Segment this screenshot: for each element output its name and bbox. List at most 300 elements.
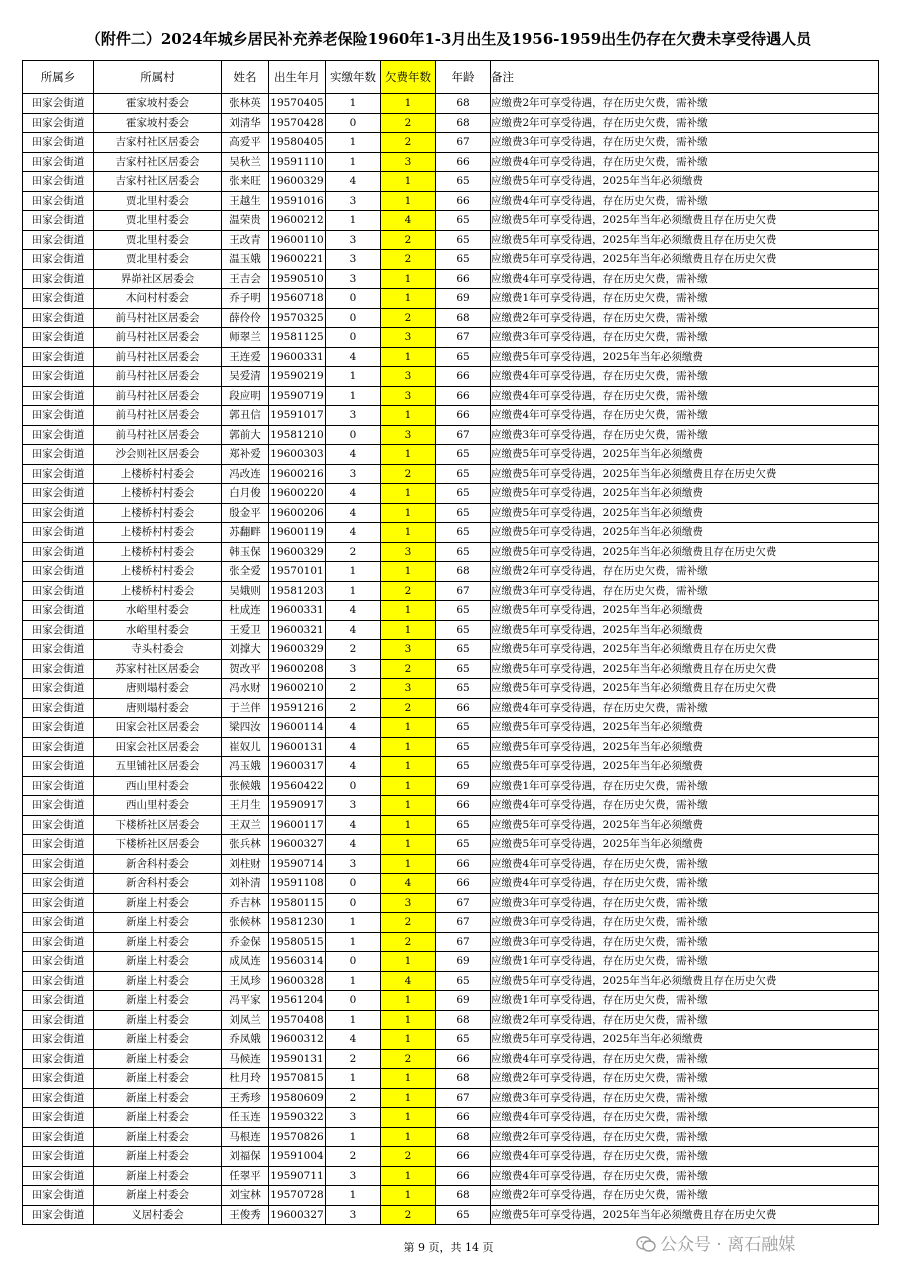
remarks-cell: 应缴费5年可享受待遇，2025年当年必须缴费且存在历史欠费: [491, 250, 879, 270]
header-name: 姓名: [222, 61, 269, 94]
remarks-cell: 应缴费3年可享受待遇，存在历史欠费，需补缴: [491, 1088, 879, 1108]
table-row: [23, 386, 879, 406]
township-cell: 田家会街道: [23, 250, 94, 270]
birth-date-cell: 19560422: [269, 776, 326, 796]
birth-date-cell: 19600331: [269, 347, 326, 367]
age-cell: 67: [436, 893, 491, 913]
table-row: [23, 796, 879, 816]
age-cell: 65: [436, 815, 491, 835]
remarks-cell: 应缴费4年可享受待遇，存在历史欠费，需补缴: [491, 874, 879, 894]
birth-date-cell: 19580609: [269, 1088, 326, 1108]
village-cell: 木问村村委会: [94, 289, 222, 309]
document-title: （附件二）2024年城乡居民补充养老保险1960年1-3月出生及1956-1959出生仍存在欠费未享受待遇人员: [85, 30, 812, 48]
watermark: [636, 1232, 886, 1258]
paid-years-cell: 0: [326, 991, 381, 1011]
name-cell: 崔奴儿: [222, 737, 269, 757]
birth-date-cell: 19600331: [269, 601, 326, 621]
arrears-years-cell: 1: [381, 718, 436, 738]
birth-date-cell: 19600327: [269, 835, 326, 855]
birth-date-cell: 19590711: [269, 1166, 326, 1186]
name-cell: 冯玉娥: [222, 757, 269, 777]
arrears-years-cell: 1: [381, 289, 436, 309]
arrears-years-cell: 2: [381, 464, 436, 484]
township-cell: 田家会街道: [23, 1108, 94, 1128]
village-cell: 新崖上村委会: [94, 991, 222, 1011]
name-cell: 梁四汝: [222, 718, 269, 738]
arrears-years-cell: 3: [381, 640, 436, 660]
arrears-years-cell: 1: [381, 347, 436, 367]
age-cell: 67: [436, 328, 491, 348]
township-cell: 田家会街道: [23, 269, 94, 289]
header-arrears-years: 欠费年数: [381, 61, 436, 94]
remarks-cell: 应缴费5年可享受待遇，2025年当年必须缴费: [491, 718, 879, 738]
header-remarks: 备注: [491, 61, 879, 94]
village-cell: 新崖上村委会: [94, 1108, 222, 1128]
age-cell: 67: [436, 932, 491, 952]
village-cell: 新崖上村委会: [94, 1147, 222, 1167]
age-cell: 65: [436, 757, 491, 777]
township-cell: 田家会街道: [23, 815, 94, 835]
remarks-cell: 应缴费5年可享受待遇，2025年当年必须缴费且存在历史欠费: [491, 679, 879, 699]
remarks-cell: 应缴费5年可享受待遇，2025年当年必须缴费且存在历史欠费: [491, 971, 879, 991]
name-cell: 于兰伴: [222, 698, 269, 718]
township-cell: 田家会街道: [23, 679, 94, 699]
age-cell: 65: [436, 464, 491, 484]
paid-years-cell: 0: [326, 952, 381, 972]
arrears-years-cell: 3: [381, 425, 436, 445]
arrears-years-cell: 1: [381, 757, 436, 777]
township-cell: 田家会街道: [23, 328, 94, 348]
name-cell: 刘柱财: [222, 854, 269, 874]
remarks-cell: 应缴费4年可享受待遇，存在历史欠费，需补缴: [491, 1147, 879, 1167]
table-row: [23, 737, 879, 757]
paid-years-cell: 0: [326, 328, 381, 348]
table-row: [23, 172, 879, 192]
birth-date-cell: 19600216: [269, 464, 326, 484]
remarks-cell: 应缴费5年可享受待遇，2025年当年必须缴费: [491, 445, 879, 465]
name-cell: 王月生: [222, 796, 269, 816]
remarks-cell: 应缴费5年可享受待遇，2025年当年必须缴费且存在历史欠费: [491, 640, 879, 660]
table-row: [23, 94, 879, 114]
remarks-cell: 应缴费3年可享受待遇，存在历史欠费，需补缴: [491, 893, 879, 913]
birth-date-cell: 19600327: [269, 1205, 326, 1225]
arrears-years-cell: 3: [381, 679, 436, 699]
table-row: [23, 1069, 879, 1089]
township-cell: 田家会街道: [23, 484, 94, 504]
remarks-cell: 应缴费5年可享受待遇，2025年当年必须缴费且存在历史欠费: [491, 1205, 879, 1225]
village-cell: 上楼桥村村委会: [94, 542, 222, 562]
name-cell: 乔金保: [222, 932, 269, 952]
birth-date-cell: 19600321: [269, 620, 326, 640]
township-cell: 田家会街道: [23, 581, 94, 601]
age-cell: 68: [436, 1186, 491, 1206]
table-row: [23, 347, 879, 367]
arrears-years-cell: 3: [381, 542, 436, 562]
township-cell: 田家会街道: [23, 562, 94, 582]
name-cell: 王凤珍: [222, 971, 269, 991]
paid-years-cell: 1: [326, 386, 381, 406]
birth-date-cell: 19591016: [269, 191, 326, 211]
birth-date-cell: 19581203: [269, 581, 326, 601]
arrears-years-cell: 1: [381, 484, 436, 504]
village-cell: 新崖上村委会: [94, 952, 222, 972]
birth-date-cell: 19590131: [269, 1049, 326, 1069]
paid-years-cell: 4: [326, 815, 381, 835]
village-cell: 寺头村委会: [94, 640, 222, 660]
arrears-years-cell: 1: [381, 776, 436, 796]
birth-date-cell: 19590714: [269, 854, 326, 874]
table-row: [23, 503, 879, 523]
name-cell: 张来旺: [222, 172, 269, 192]
arrears-table: [22, 60, 879, 1225]
name-cell: 苏翻畔: [222, 523, 269, 543]
name-cell: 王改青: [222, 230, 269, 250]
age-cell: 67: [436, 133, 491, 153]
birth-date-cell: 19570815: [269, 1069, 326, 1089]
birth-date-cell: 19600210: [269, 679, 326, 699]
name-cell: 刘撑大: [222, 640, 269, 660]
remarks-cell: 应缴费4年可享受待遇，存在历史欠费，需补缴: [491, 406, 879, 426]
paid-years-cell: 4: [326, 445, 381, 465]
village-cell: 新崖上村委会: [94, 971, 222, 991]
age-cell: 66: [436, 1049, 491, 1069]
township-cell: 田家会街道: [23, 952, 94, 972]
remarks-cell: 应缴费3年可享受待遇，存在历史欠费，需补缴: [491, 328, 879, 348]
name-cell: 乔凤娥: [222, 1030, 269, 1050]
arrears-years-cell: 2: [381, 230, 436, 250]
table-row: [23, 289, 879, 309]
township-cell: 田家会街道: [23, 1186, 94, 1206]
birth-date-cell: 19590719: [269, 386, 326, 406]
age-cell: 67: [436, 425, 491, 445]
township-cell: 田家会街道: [23, 640, 94, 660]
table-row: [23, 308, 879, 328]
village-cell: 田家会社区居委会: [94, 737, 222, 757]
paid-years-cell: 0: [326, 893, 381, 913]
paid-years-cell: 4: [326, 172, 381, 192]
township-cell: 田家会街道: [23, 406, 94, 426]
table-row: [23, 406, 879, 426]
age-cell: 69: [436, 776, 491, 796]
remarks-cell: 应缴费5年可享受待遇，2025年当年必须缴费: [491, 620, 879, 640]
table-row: [23, 1166, 879, 1186]
village-cell: 新舍科村委会: [94, 854, 222, 874]
village-cell: 前马村社区居委会: [94, 347, 222, 367]
table-header-row: [23, 61, 879, 94]
remarks-cell: 应缴费4年可享受待遇，存在历史欠费，需补缴: [491, 698, 879, 718]
township-cell: 田家会街道: [23, 971, 94, 991]
village-cell: 前马村社区居委会: [94, 406, 222, 426]
township-cell: 田家会街道: [23, 425, 94, 445]
paid-years-cell: 1: [326, 1069, 381, 1089]
paid-years-cell: 4: [326, 835, 381, 855]
arrears-years-cell: 2: [381, 1205, 436, 1225]
arrears-years-cell: 1: [381, 523, 436, 543]
table-row: [23, 698, 879, 718]
township-cell: 田家会街道: [23, 698, 94, 718]
township-cell: 田家会街道: [23, 776, 94, 796]
remarks-cell: 应缴费5年可享受待遇，2025年当年必须缴费: [491, 835, 879, 855]
birth-date-cell: 19600303: [269, 445, 326, 465]
name-cell: 郑补爱: [222, 445, 269, 465]
arrears-years-cell: 1: [381, 854, 436, 874]
village-cell: 五里铺社区居委会: [94, 757, 222, 777]
remarks-cell: 应缴费4年可享受待遇，存在历史欠费，需补缴: [491, 367, 879, 387]
birth-date-cell: 19600110: [269, 230, 326, 250]
village-cell: 前马村社区居委会: [94, 386, 222, 406]
remarks-cell: 应缴费4年可享受待遇，存在历史欠费，需补缴: [491, 269, 879, 289]
township-cell: 田家会街道: [23, 542, 94, 562]
township-cell: 田家会街道: [23, 854, 94, 874]
paid-years-cell: 3: [326, 464, 381, 484]
village-cell: 义居村委会: [94, 1205, 222, 1225]
age-cell: 65: [436, 601, 491, 621]
age-cell: 66: [436, 1108, 491, 1128]
birth-date-cell: 19590917: [269, 796, 326, 816]
village-cell: 上楼桥村村委会: [94, 503, 222, 523]
paid-years-cell: 3: [326, 406, 381, 426]
village-cell: 新崖上村委会: [94, 932, 222, 952]
remarks-cell: 应缴费5年可享受待遇，2025年当年必须缴费: [491, 503, 879, 523]
name-cell: 冯水财: [222, 679, 269, 699]
age-cell: 69: [436, 952, 491, 972]
header-age: 年龄: [436, 61, 491, 94]
age-cell: 66: [436, 269, 491, 289]
paid-years-cell: 2: [326, 1049, 381, 1069]
township-cell: 田家会街道: [23, 386, 94, 406]
age-cell: 65: [436, 250, 491, 270]
township-cell: 田家会街道: [23, 1069, 94, 1089]
paid-years-cell: 4: [326, 523, 381, 543]
name-cell: 王越生: [222, 191, 269, 211]
name-cell: 任玉连: [222, 1108, 269, 1128]
remarks-cell: 应缴费5年可享受待遇，2025年当年必须缴费: [491, 523, 879, 543]
age-cell: 65: [436, 445, 491, 465]
village-cell: 唐则塌村委会: [94, 698, 222, 718]
arrears-years-cell: 1: [381, 737, 436, 757]
remarks-cell: 应缴费2年可享受待遇，存在历史欠费，需补缴: [491, 308, 879, 328]
birth-date-cell: 19591017: [269, 406, 326, 426]
birth-date-cell: 19591110: [269, 152, 326, 172]
age-cell: 65: [436, 620, 491, 640]
arrears-years-cell: 3: [381, 367, 436, 387]
age-cell: 66: [436, 874, 491, 894]
name-cell: 冯平家: [222, 991, 269, 1011]
township-cell: 田家会街道: [23, 1147, 94, 1167]
arrears-years-cell: 3: [381, 386, 436, 406]
remarks-cell: 应缴费4年可享受待遇，存在历史欠费，需补缴: [491, 1166, 879, 1186]
arrears-years-cell: 1: [381, 1108, 436, 1128]
remarks-cell: 应缴费1年可享受待遇，存在历史欠费，需补缴: [491, 991, 879, 1011]
age-cell: 66: [436, 386, 491, 406]
township-cell: 田家会街道: [23, 1030, 94, 1050]
age-cell: 65: [436, 835, 491, 855]
paid-years-cell: 1: [326, 1010, 381, 1030]
township-cell: 田家会街道: [23, 367, 94, 387]
remarks-cell: 应缴费5年可享受待遇，2025年当年必须缴费: [491, 484, 879, 504]
paid-years-cell: 2: [326, 679, 381, 699]
age-cell: 65: [436, 172, 491, 192]
paid-years-cell: 4: [326, 718, 381, 738]
birth-date-cell: 19570826: [269, 1127, 326, 1147]
age-cell: 69: [436, 289, 491, 309]
paid-years-cell: 4: [326, 601, 381, 621]
name-cell: 吴爱清: [222, 367, 269, 387]
name-cell: 王吉会: [222, 269, 269, 289]
remarks-cell: 应缴费2年可享受待遇，存在历史欠费，需补缴: [491, 1186, 879, 1206]
table-row: [23, 854, 879, 874]
header-village: 所属村: [94, 61, 222, 94]
township-cell: 田家会街道: [23, 796, 94, 816]
name-cell: 杜成连: [222, 601, 269, 621]
paid-years-cell: 2: [326, 1147, 381, 1167]
name-cell: 马根连: [222, 1127, 269, 1147]
table-body: [23, 94, 879, 1225]
table-row: [23, 230, 879, 250]
remarks-cell: 应缴费3年可享受待遇，存在历史欠费，需补缴: [491, 913, 879, 933]
arrears-years-cell: 2: [381, 932, 436, 952]
arrears-years-cell: 1: [381, 991, 436, 1011]
name-cell: 乔吉林: [222, 893, 269, 913]
arrears-years-cell: 1: [381, 1166, 436, 1186]
township-cell: 田家会街道: [23, 1127, 94, 1147]
name-cell: 刘凤兰: [222, 1010, 269, 1030]
name-cell: 任翠平: [222, 1166, 269, 1186]
remarks-cell: 应缴费1年可享受待遇，存在历史欠费，需补缴: [491, 289, 879, 309]
age-cell: 65: [436, 1205, 491, 1225]
table-row: [23, 1186, 879, 1206]
age-cell: 67: [436, 581, 491, 601]
paid-years-cell: 1: [326, 562, 381, 582]
township-cell: 田家会街道: [23, 913, 94, 933]
age-cell: 65: [436, 679, 491, 699]
name-cell: 王双兰: [222, 815, 269, 835]
table-row: [23, 133, 879, 153]
arrears-years-cell: 1: [381, 562, 436, 582]
table-row: [23, 445, 879, 465]
remarks-cell: 应缴费5年可享受待遇，2025年当年必须缴费: [491, 347, 879, 367]
age-cell: 69: [436, 991, 491, 1011]
table-row: [23, 640, 879, 660]
village-cell: 上楼桥村村委会: [94, 484, 222, 504]
village-cell: 新崖上村委会: [94, 1030, 222, 1050]
remarks-cell: 应缴费1年可享受待遇，存在历史欠费，需补缴: [491, 776, 879, 796]
paid-years-cell: 1: [326, 913, 381, 933]
paid-years-cell: 2: [326, 1088, 381, 1108]
age-cell: 65: [436, 718, 491, 738]
paid-years-cell: 3: [326, 269, 381, 289]
township-cell: 田家会街道: [23, 113, 94, 133]
village-cell: 上楼桥村村委会: [94, 523, 222, 543]
age-cell: 68: [436, 308, 491, 328]
age-cell: 67: [436, 1088, 491, 1108]
name-cell: 张候娥: [222, 776, 269, 796]
township-cell: 田家会街道: [23, 893, 94, 913]
table-row: [23, 425, 879, 445]
village-cell: 前马村社区居委会: [94, 328, 222, 348]
village-cell: 新崖上村委会: [94, 1166, 222, 1186]
arrears-years-cell: 1: [381, 1010, 436, 1030]
wechat-icon: [636, 1236, 656, 1252]
village-cell: 贾北里村委会: [94, 191, 222, 211]
header-birth-date: 出生年月: [269, 61, 326, 94]
paid-years-cell: 1: [326, 581, 381, 601]
page-footer: 第 9 页，共 14 页: [403, 1241, 494, 1254]
village-cell: 新崖上村委会: [94, 1186, 222, 1206]
arrears-years-cell: 1: [381, 815, 436, 835]
remarks-cell: 应缴费5年可享受待遇，2025年当年必须缴费且存在历史欠费: [491, 211, 879, 231]
arrears-years-cell: 2: [381, 698, 436, 718]
table-row: [23, 523, 879, 543]
arrears-years-cell: 3: [381, 328, 436, 348]
name-cell: 王连爱: [222, 347, 269, 367]
remarks-cell: 应缴费4年可享受待遇，存在历史欠费，需补缴: [491, 1108, 879, 1128]
arrears-years-cell: 1: [381, 601, 436, 621]
remarks-cell: 应缴费2年可享受待遇，存在历史欠费，需补缴: [491, 1069, 879, 1089]
township-cell: 田家会街道: [23, 757, 94, 777]
arrears-years-cell: 2: [381, 913, 436, 933]
township-cell: 田家会街道: [23, 1166, 94, 1186]
paid-years-cell: 1: [326, 152, 381, 172]
village-cell: 下楼桥社区居委会: [94, 835, 222, 855]
birth-date-cell: 19600220: [269, 484, 326, 504]
birth-date-cell: 19570325: [269, 308, 326, 328]
paid-years-cell: 1: [326, 932, 381, 952]
name-cell: 韩玉保: [222, 542, 269, 562]
remarks-cell: 应缴费5年可享受待遇，2025年当年必须缴费: [491, 757, 879, 777]
township-cell: 田家会街道: [23, 932, 94, 952]
arrears-years-cell: 2: [381, 250, 436, 270]
age-cell: 65: [436, 542, 491, 562]
village-cell: 前马村社区居委会: [94, 367, 222, 387]
birth-date-cell: 19561204: [269, 991, 326, 1011]
table-row: [23, 1088, 879, 1108]
township-cell: 田家会街道: [23, 308, 94, 328]
arrears-years-cell: 1: [381, 445, 436, 465]
name-cell: 王秀珍: [222, 1088, 269, 1108]
township-cell: 田家会街道: [23, 1010, 94, 1030]
birth-date-cell: 19600328: [269, 971, 326, 991]
arrears-years-cell: 1: [381, 191, 436, 211]
village-cell: 吉家村社区居委会: [94, 152, 222, 172]
birth-date-cell: 19600119: [269, 523, 326, 543]
remarks-cell: 应缴费4年可享受待遇，存在历史欠费，需补缴: [491, 191, 879, 211]
birth-date-cell: 19600206: [269, 503, 326, 523]
township-cell: 田家会街道: [23, 1205, 94, 1225]
name-cell: 刘福保: [222, 1147, 269, 1167]
paid-years-cell: 1: [326, 94, 381, 114]
birth-date-cell: 19600221: [269, 250, 326, 270]
birth-date-cell: 19600114: [269, 718, 326, 738]
township-cell: 田家会街道: [23, 718, 94, 738]
township-cell: 田家会街道: [23, 1088, 94, 1108]
header-paid-years: 实缴年数: [326, 61, 381, 94]
paid-years-cell: 1: [326, 971, 381, 991]
remarks-cell: 应缴费5年可享受待遇，2025年当年必须缴费: [491, 601, 879, 621]
table-row: [23, 601, 879, 621]
arrears-years-cell: 1: [381, 269, 436, 289]
birth-date-cell: 19570405: [269, 94, 326, 114]
table-row: [23, 659, 879, 679]
paid-years-cell: 0: [326, 425, 381, 445]
remarks-cell: 应缴费3年可享受待遇，存在历史欠费，需补缴: [491, 932, 879, 952]
age-cell: 65: [436, 211, 491, 231]
name-cell: 师翠兰: [222, 328, 269, 348]
arrears-years-cell: 2: [381, 113, 436, 133]
village-cell: 新崖上村委会: [94, 1127, 222, 1147]
age-cell: 68: [436, 94, 491, 114]
birth-date-cell: 19591108: [269, 874, 326, 894]
